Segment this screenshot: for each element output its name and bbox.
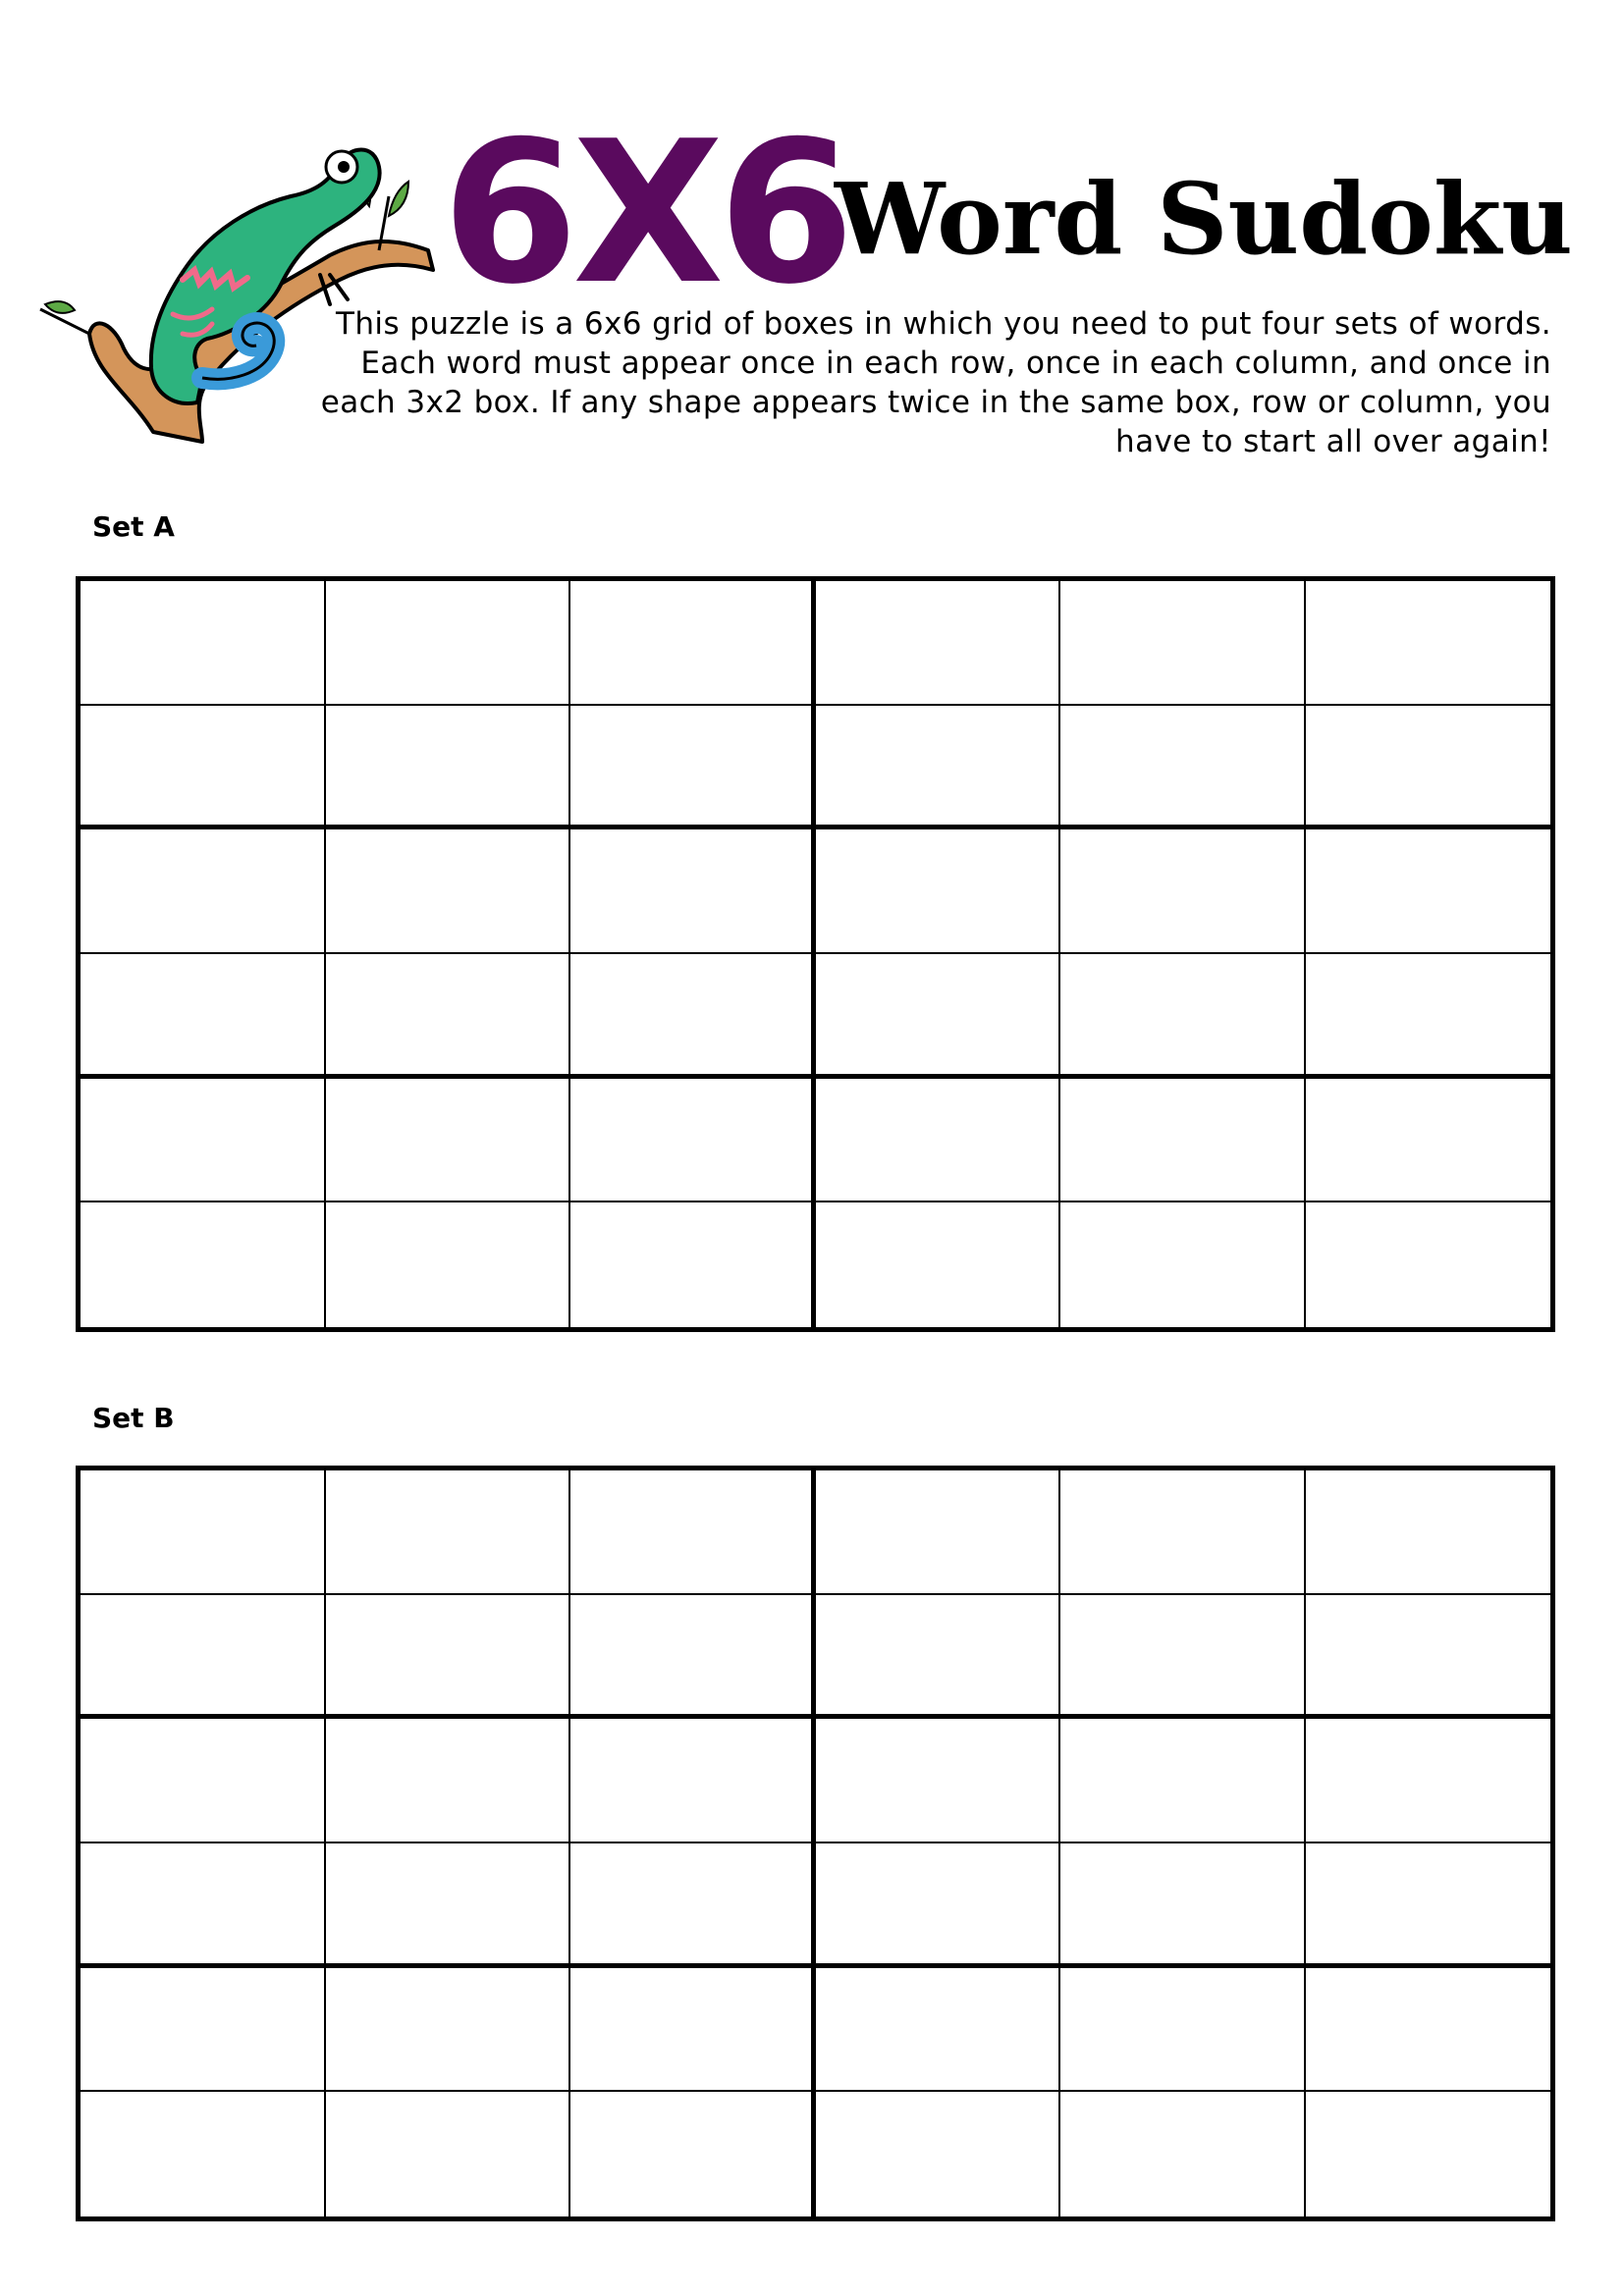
grid-cell[interactable]	[816, 1470, 1061, 1595]
grid-cell[interactable]	[1306, 2092, 1551, 2216]
grid-cell[interactable]	[570, 581, 816, 706]
grid-cell[interactable]	[1306, 1719, 1551, 1843]
grid-cell[interactable]	[81, 706, 326, 830]
grid-cell[interactable]	[1306, 829, 1551, 954]
grid-cell[interactable]	[816, 1843, 1061, 1968]
grid-cell[interactable]	[326, 2092, 571, 2216]
grid-cell[interactable]	[81, 1968, 326, 2093]
grid-cell[interactable]	[816, 954, 1061, 1079]
grid-cell[interactable]	[1306, 1079, 1551, 1203]
grid-cell[interactable]	[1060, 1079, 1306, 1203]
grid-cell[interactable]	[326, 954, 571, 1079]
grid-cell[interactable]	[81, 1843, 326, 1968]
grid-cell[interactable]	[1306, 1470, 1551, 1595]
grid-cell[interactable]	[816, 1719, 1061, 1843]
grid-cell[interactable]	[1060, 1843, 1306, 1968]
grid-cell[interactable]	[570, 1968, 816, 2093]
grid-cell[interactable]	[1306, 1843, 1551, 1968]
grid-cell[interactable]	[1060, 706, 1306, 830]
grid-cell[interactable]	[1060, 1470, 1306, 1595]
grid-cell[interactable]	[570, 706, 816, 830]
grid-cell[interactable]	[326, 1470, 571, 1595]
grid-cell[interactable]	[816, 1202, 1061, 1327]
sudoku-grid-set-b	[76, 1466, 1555, 2221]
grid-cell[interactable]	[81, 2092, 326, 2216]
grid-cell[interactable]	[1060, 1719, 1306, 1843]
grid-cell[interactable]	[1306, 581, 1551, 706]
grid-cell[interactable]	[1060, 954, 1306, 1079]
grid-cell[interactable]	[1306, 1968, 1551, 2093]
grid-cell[interactable]	[816, 1595, 1061, 1720]
grid-cell[interactable]	[1306, 706, 1551, 830]
title-text: Word Sudoku	[835, 161, 1573, 277]
grid-cell[interactable]	[570, 954, 816, 1079]
grid-cell[interactable]	[570, 829, 816, 954]
set-b-label: Set B	[92, 1402, 175, 1434]
set-a-label: Set A	[92, 510, 175, 543]
grid-cell[interactable]	[816, 829, 1061, 954]
instructions-paragraph: This puzzle is a 6x6 grid of boxes in which you need to put four sets of words. Each word must appear once in each row, once in each column, and once in each 3x2 box. If any shape appears twice in the same box, row or column, you have to start all over again!	[320, 306, 1551, 459]
grid-cell[interactable]	[570, 2092, 816, 2216]
grid-cell[interactable]	[1306, 1202, 1551, 1327]
grid-cell[interactable]	[326, 706, 571, 830]
grid-cell[interactable]	[1060, 1968, 1306, 2093]
grid-cell[interactable]	[326, 1968, 571, 2093]
grid-cell[interactable]	[326, 1079, 571, 1203]
grid-cell[interactable]	[326, 1202, 571, 1327]
grid-cell[interactable]	[326, 581, 571, 706]
grid-cell[interactable]	[1060, 581, 1306, 706]
grid-cell[interactable]	[326, 1719, 571, 1843]
grid-cell[interactable]	[81, 1470, 326, 1595]
grid-cell[interactable]	[570, 1719, 816, 1843]
grid-cell[interactable]	[570, 1595, 816, 1720]
grid-cell[interactable]	[81, 954, 326, 1079]
grid-cell[interactable]	[81, 829, 326, 954]
grid-cell[interactable]	[326, 1595, 571, 1720]
grid-cell[interactable]	[81, 1719, 326, 1843]
title-big-text: 6X6	[442, 99, 849, 328]
grid-cell[interactable]	[1060, 1595, 1306, 1720]
sudoku-grid-set-a	[76, 576, 1555, 1332]
grid-cell[interactable]	[816, 581, 1061, 706]
grid-cell[interactable]	[816, 2092, 1061, 2216]
grid-cell[interactable]	[81, 581, 326, 706]
grid-cell[interactable]	[570, 1202, 816, 1327]
grid-cell[interactable]	[1060, 2092, 1306, 2216]
grid-cell[interactable]	[570, 1470, 816, 1595]
grid-cell[interactable]	[816, 1968, 1061, 2093]
grid-cell[interactable]	[81, 1079, 326, 1203]
grid-cell[interactable]	[1306, 1595, 1551, 1720]
grid-cell[interactable]	[570, 1079, 816, 1203]
grid-cell[interactable]	[326, 829, 571, 954]
grid-cell[interactable]	[816, 1079, 1061, 1203]
grid-cell[interactable]	[326, 1843, 571, 1968]
grid-cell[interactable]	[1306, 954, 1551, 1079]
grid-cell[interactable]	[570, 1843, 816, 1968]
grid-cell[interactable]	[1060, 829, 1306, 954]
grid-cell[interactable]	[816, 706, 1061, 830]
grid-cell[interactable]	[1060, 1202, 1306, 1327]
grid-cell[interactable]	[81, 1202, 326, 1327]
grid-cell[interactable]	[81, 1595, 326, 1720]
